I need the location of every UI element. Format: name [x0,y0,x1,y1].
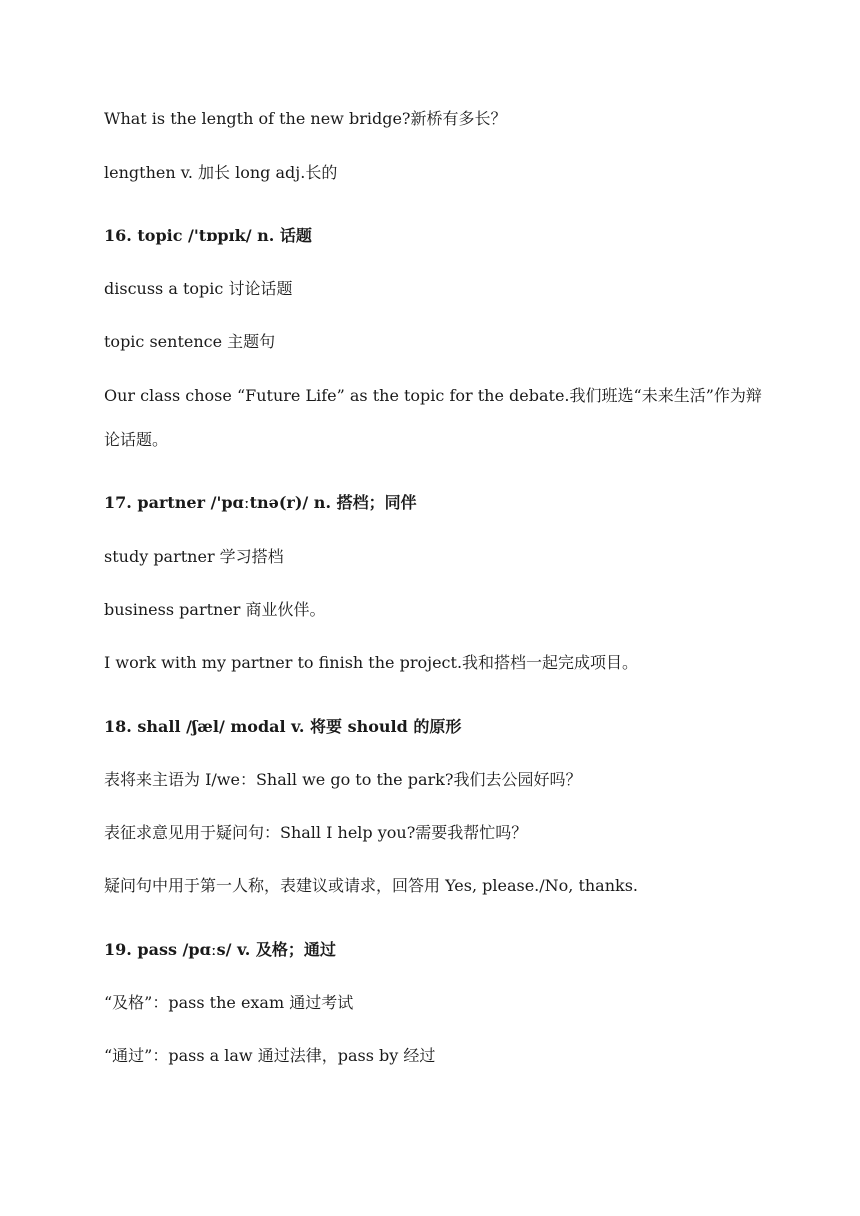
usage-pass-law: “通过”：pass a law 通过法律，pass by 经过 [104,1046,436,1065]
entry-heading-topic: 16. topic /'tɒpɪk/ n. 话题 [104,226,312,245]
usage-shall-first-person: 疑问句中用于第一人称，表建议或请求，回答用 Yes, please./No, thanks. [104,876,639,895]
example-sentence-length: What is the length of the new bridge?新桥有多长？ [104,109,507,128]
usage-shall-asking-opinion: 表征求意见用于疑问句：Shall I help you?需要我帮忙吗？ [104,823,528,842]
entry-heading-partner: 17. partner /'pɑːtnə(r)/ n. 搭档；同伴 [104,493,417,512]
example-sentence-partner: I work with my partner to finish the project.我和搭档一起完成项目。 [104,653,639,672]
word-forms-lengthen: lengthen v. 加长 long adj.长的 [104,163,338,182]
example-sentence-topic: Our class chose “Future Life” as the topic for the debate.我们班选“未来生活”作为辩论话题。 [104,386,762,449]
usage-shall-future: 表将来主语为 I/we：Shall we go to the park?我们去公园好吗？ [104,770,582,789]
phrase-study-partner: study partner 学习搭档 [104,547,284,566]
phrase-topic-sentence: topic sentence 主题句 [104,332,276,351]
phrase-business-partner: business partner 商业伙伴。 [104,600,326,619]
phrase-discuss-a-topic: discuss a topic 讨论话题 [104,279,293,298]
entry-heading-shall: 18. shall /ʃæl/ modal v. 将要 should 的原形 [104,717,462,736]
usage-pass-exam: “及格”：pass the exam 通过考试 [104,993,354,1012]
entry-heading-pass: 19. pass /pɑːs/ v. 及格；通过 [104,940,336,959]
